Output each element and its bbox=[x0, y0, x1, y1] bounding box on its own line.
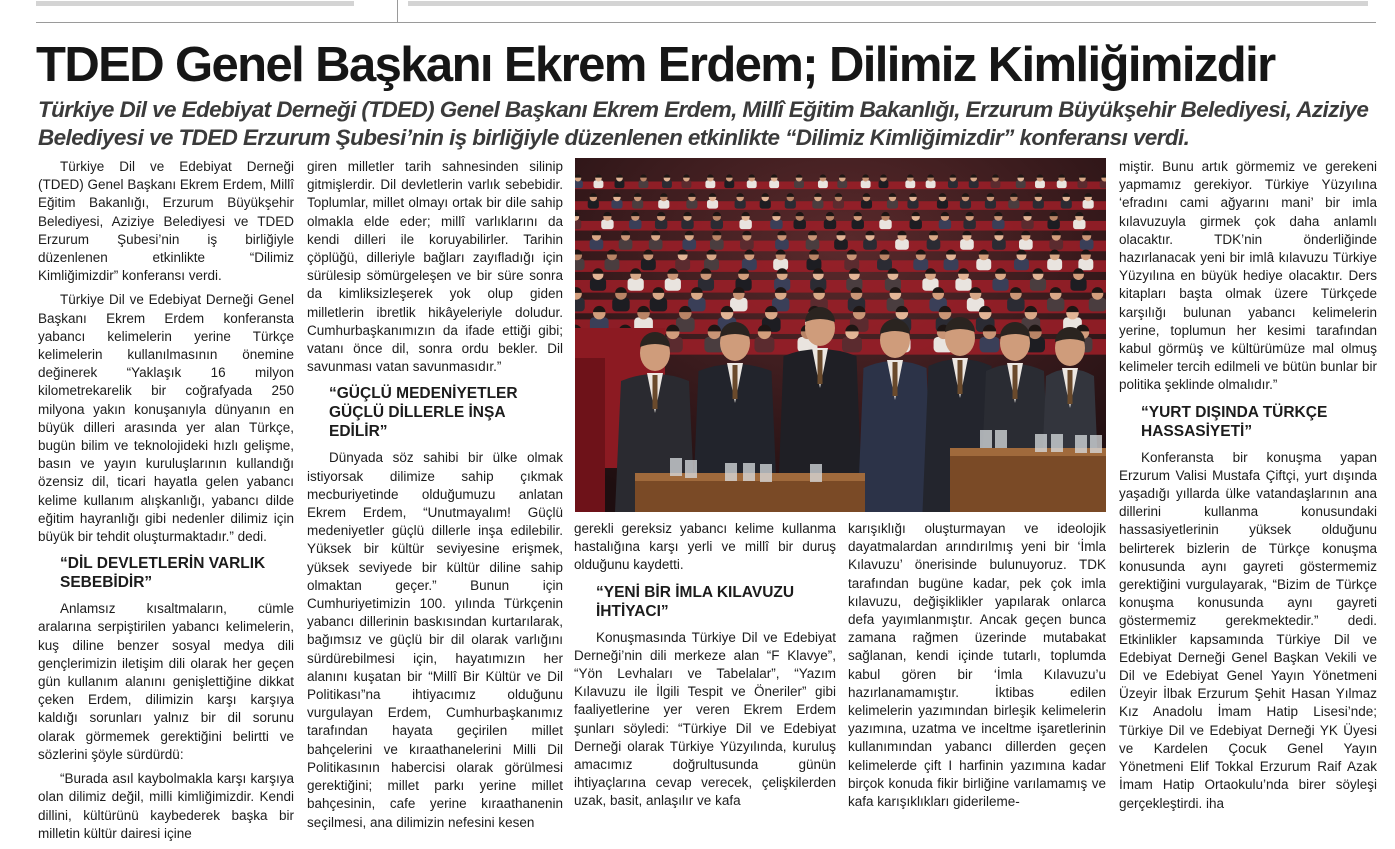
header-divider bbox=[397, 0, 398, 22]
paragraph: Anlamsız kısaltmaların, cümle aralarına serpiştirilen yabancı kelimelerin, kuş diline benzer sosyal medya dili gençlerimizin iletişim dili olarak her geçen gün kullanım alanını genişlettiğine dikkat çeken Erdem, dilimizin karşı karşıya kaldığı sorunları yalnız bir dil sorunu olarak görmemek gerektiğini belirtti ve sözlerini şöyle sürdürdü: bbox=[38, 601, 294, 762]
section-heading: “YENİ BİR İMLA KILAVUZU İHTİYACI” bbox=[596, 583, 795, 620]
paragraph: gerekli gereksiz yabancı kelime kullanma hastalığına karşı yerli ve millî bir duruş olduğunu kaydetti. bbox=[574, 521, 836, 573]
top-header-strip bbox=[36, 0, 1376, 23]
paragraph: Türkiye Dil ve Edebiyat Derneği (TDED) Genel Başkanı Ekrem Erdem, Millî Eğitim Bakanlığı, Erzurum Büyükşehir Belediyesi, Aziziye Belediyesi ve TDED Erzurum Şubesi’nin iş birliğiyle düzenlenen etkinlikte “Dilimiz Kimliğimizdir” konferansı verdi. bbox=[38, 159, 294, 284]
paragraph: Konferansta bir konuşma yapan Erzurum Valisi Mustafa Çiftçi, yurt dışında yaşadığı yıllarda ülke vatandaşlarının ana dillerini kullanma konusundaki hassasiyetlerinin yüksek olduğunu belirterek bizlerin de Türkçe konuşma konusunda aynı gayreti göstermemiz gerektiğini vurgulayarak, “Bizim de Türkçe konuşma konusunda aynı gayreti göstermemiz gerekmektedir.” dedi. Etkinlikler kapsamında Türkiye Dil ve Edebiyat Derneği Genel Başkan Vekili ve Dil ve Edebiyat Genel Yayın Yönetmeni Üzeyir İlbak Erzurum Şehit Hasan Yılmaz Kız Anadolu İmam Hatip Lisesi’nde; Türkiye Dil ve Edebiyat Derneği YK Üyesi ve Kardelen Çocuk Genel Yayın Yönetmeni Elif Tokkal Erzurum Raif Azak İmam Hatip Ortaokulu’nda birer söyleşi gerçekleştirdi. iha bbox=[1119, 449, 1377, 811]
audience-photo-illustration bbox=[575, 158, 1106, 512]
paragraph: giren milletler tarih sahnesinden silinip gitmişlerdir. Dil devletlerin varlık sebebidir. Toplumlar, millet olmayı ortak bir dile sahip olmakla elde eder; millî varlıklarını da kendi dilleri ile koruyabilirler. Tarihin çöplüğü, dilleriyle bağları zayıfladığı için sürülesip sömürgeleşen ve bir süre sonra da kimliksizleşerek yok olup giden milletlerin ibretlik hikâyeleriyle doludur. Cumhurbaşkanımızın da ifade ettiği gibi; vatanı önce dil, sonra ordu bekler. Dil savunması vatan savunmasıdır.” bbox=[307, 159, 563, 375]
section-heading: “GÜÇLÜ MEDENİYETLER GÜÇLÜ DİLLERLE İNŞA EDİLİR” bbox=[329, 385, 518, 441]
column-2 bbox=[307, 158, 563, 838]
header-cut-text-right bbox=[408, 1, 1368, 6]
deck-subheadline: Türkiye Dil ve Edebiyat Derneği (TDED) Genel Başkanı Ekrem Erdem, Millî Eğitim Bakanlığı, Erzurum Büyükşehir Belediyesi, Aziziye Belediyesi ve TDED Erzurum Şubesi’nin iş birliğiyle düzenlenen etkinlikte “Dilimiz Kimliğimizdir” konferansı verdi. bbox=[38, 97, 1369, 150]
paragraph: miştir. Bunu artık görmemiz ve gerekeni yapmamız gerekiyor. Türkiye Yüzyılına ‘efradını cami ağyarını mani’ bir imla kılavuzuyla girmek çok daha anlamlı olacaktır. TDK’nin önderliğinde hazırlanacak yeni bir imlâ kılavuzu Türkiye Yüzyılına en büyük hediye olacaktır. Ders kitapları başta olmak üzere Türkçede karşılığı bulunan yabancı kelimelerin yerine, toplumun her kesimi tarafından kabul görmüş ve kültürümüze mal olmuş kelimeler tercih edilmeli ve bütün bunlar bir politika şeklinde olmalıdır.” bbox=[1119, 159, 1377, 393]
paragraph: Dünyada söz sahibi bir ülke olmak istiyorsak dilimize sahip çıkmak mecburiyetinde olduğumuzu anlatan Ekrem Erdem, “Unutmayalım! Güçlü medeniyetler güçlü dillerle inşa edilebilir. Yüksek bir kültür seviyesine erişmek, yüksek seviyede bir kültür diline sahip olmaktan geçer.” Bunun için Cumhuriyetimizin 100. yılında Türkçenin yabancı dillerinin baskısından kurtarılarak, bağımsız ve güçlü bir dil olarak varlığını sürdürebilmesi için, hayatımızın her alanını kuşatan bir “Millî Bir Kültür ve Dil Politikası”na ihtiyacımız olduğunu vurgulayan Erdem, Cumhurbaşkanımız tarafından hayata geçirilen millet bahçelerini ve kıraathanelerini Milli Dil Politikasının habercisi olarak görülmesi gerektiğini; millet parkı yerine millet bahçesinin, cafe yerine kıraathanenin seçilmesi, ana dilimizin nefesini kesen bbox=[307, 450, 563, 830]
paragraph: “Burada asıl kaybolmakla karşı karşıya olan dilimiz değil, milli kimliğimizdir. Kendi dillini, kültürünü kaybederek başka bir milletin kültür dairesi içine bbox=[38, 771, 294, 841]
column-5 bbox=[1119, 158, 1377, 819]
paragraph: Konuşmasında Türkiye Dil ve Edebiyat Derneği’nin dili merkeze alan “F Klavye”, “Yön Levhaları ve Tabelalar”, “Yazım Kılavuzu ile İlgili Tespit ve Öneriler” gibi faaliyetlerine yer veren Ekrem Erdem şunları söyledi: “Türkiye Dil ve Edebiyat Derneği olarak Türkiye Yüzyılında, kuruluş amacımız doğrultusunda günün ihtiyaçlarına cevap verecek, çelişkilerden uzak, basit, anlaşılır ve kafa bbox=[574, 629, 836, 809]
section-heading: “YURT DIŞINDA TÜRKÇE HASSASİYETİ” bbox=[1141, 403, 1328, 440]
conference-audience-photo bbox=[575, 158, 1106, 512]
paragraph: Türkiye Dil ve Edebiyat Derneği Genel Başkanı Ekrem Erdem konferansta yabancı kelimelerin yerine Türkçe kelimelerin kullanılmasının önemine değinerek “Yaklaşık 16 milyon kilometrekarelik bir coğrafyada 250 milyona yakın konuşanıyla dünyanın en büyük dilleri arasında yer alan Türkçe, bugün bilim ve teknolojideki hızlı gelişme, basın ve yayın kuruluşlarının kullandığı özensiz dil, ticari hayatla gelen yabancı kelime kullanım alışkanlığı, yabancı dilde eğitim hayranlığı gibi nedenler dilimiz için büyük bir tehdit oluşturmaktadır.” dedi. bbox=[38, 292, 294, 545]
column-3 bbox=[574, 520, 836, 817]
column-1 bbox=[38, 158, 294, 849]
headline: TDED Genel Başkanı Ekrem Erdem; Dilimiz Kimliğimizdir bbox=[36, 38, 1275, 92]
column-4 bbox=[848, 520, 1106, 817]
paragraph: karışıklığı oluşturmayan ve ideolojik dayatmalardan arındırılmış yeni bir ‘İmla Kılavuzu’ önerisinde bulunuyoruz. TDK tarafından bugüne kadar, pek çok imla kılavuzu, değişiklikler yapılarak onlarca defa yayımlanmıştır. Ancak geçen bunca zamana rağmen üzerinde mutabakat sağlanan, kendi içinde tutarlı, toplumda kabul gören bir ‘İmla Kılavuzu’u hazırlanamamıştır. İktibas edilen kelimelerin yazımından birleşik kelimelerin yazımına, uzatma ve inceltme işaretlerinin kullanımından yabancı dillerden geçen kelimelerde çift I harfinin yazımına kadar birçok konuda fikir birliğine varılamamış ve kafa karışıklıkları giderileme- bbox=[848, 521, 1106, 810]
header-cut-text-left bbox=[36, 1, 354, 6]
section-heading: “DİL DEVLETLERİN VARLIK SEBEBİDİR” bbox=[60, 555, 266, 592]
